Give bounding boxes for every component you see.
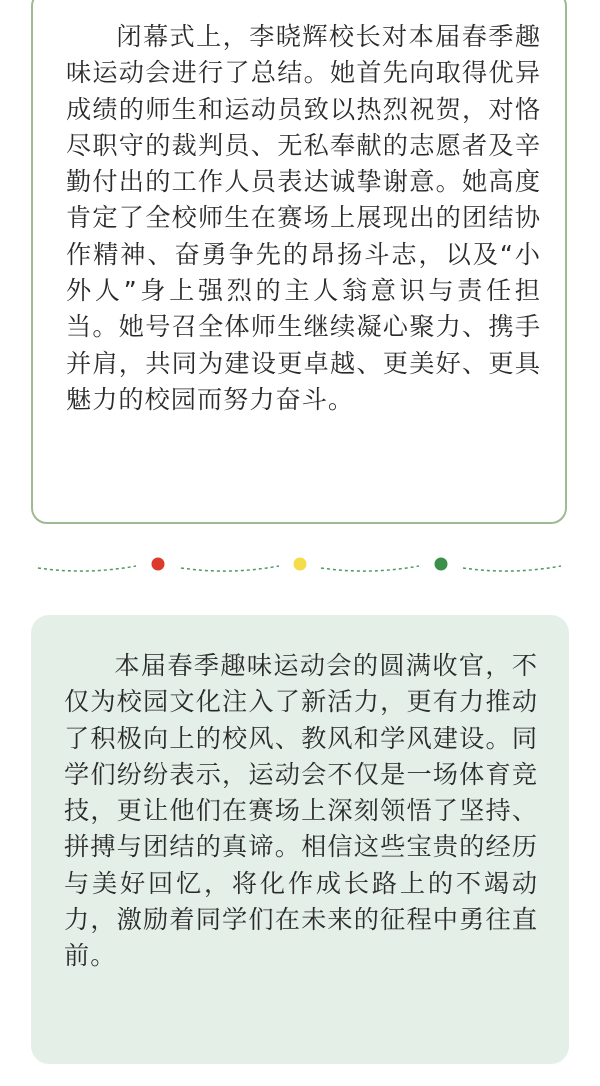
divider-dot-yellow: [294, 558, 307, 571]
summary-paragraph: 闭幕式上，李晓辉校长对本届春季趣味运动会进行了总结。她首先向取得优异成绩的师生和运动员致以热烈祝贺，对恪尽职守的裁判员、无私奉献的志愿者及辛勤付出的工作人员表达诚挚谢意。她高度肯定了全校师生在赛场上展现出的团结协作精神、奋勇争先的昂扬斗志，以及“小外人”身上强烈的主人翁意识与责任担当。她号召全体师生继续凝心聚力、携手并肩，共同为建设更卓越、更美好、更具魅力的校园而努力奋斗。: [66, 22, 541, 414]
divider-dash-2: [181, 566, 279, 571]
divider-dot-green: [435, 558, 448, 571]
divider-dash-3: [321, 566, 419, 571]
dotted-divider: [0, 546, 600, 586]
conclusion-card: [31, 615, 569, 1064]
summary-card: [31, 0, 567, 524]
conclusion-paragraph: 本届春季趣味运动会的圆满收官，不仅为校园文化注入了新活力，更有力推动了积极向上的校风、教风和学风建设。同学们纷纷表示，运动会不仅是一场体育竞技，更让他们在赛场上深刻领悟了坚持、拼搏与团结的真谛。相信这些宝贵的经历与美好回忆，将化作成长路上的不竭动力，激励着同学们在未来的征程中勇往直前。: [64, 651, 538, 971]
divider-dash-1: [38, 566, 136, 571]
divider-dot-red: [152, 558, 165, 571]
divider-dash-4: [463, 566, 561, 571]
